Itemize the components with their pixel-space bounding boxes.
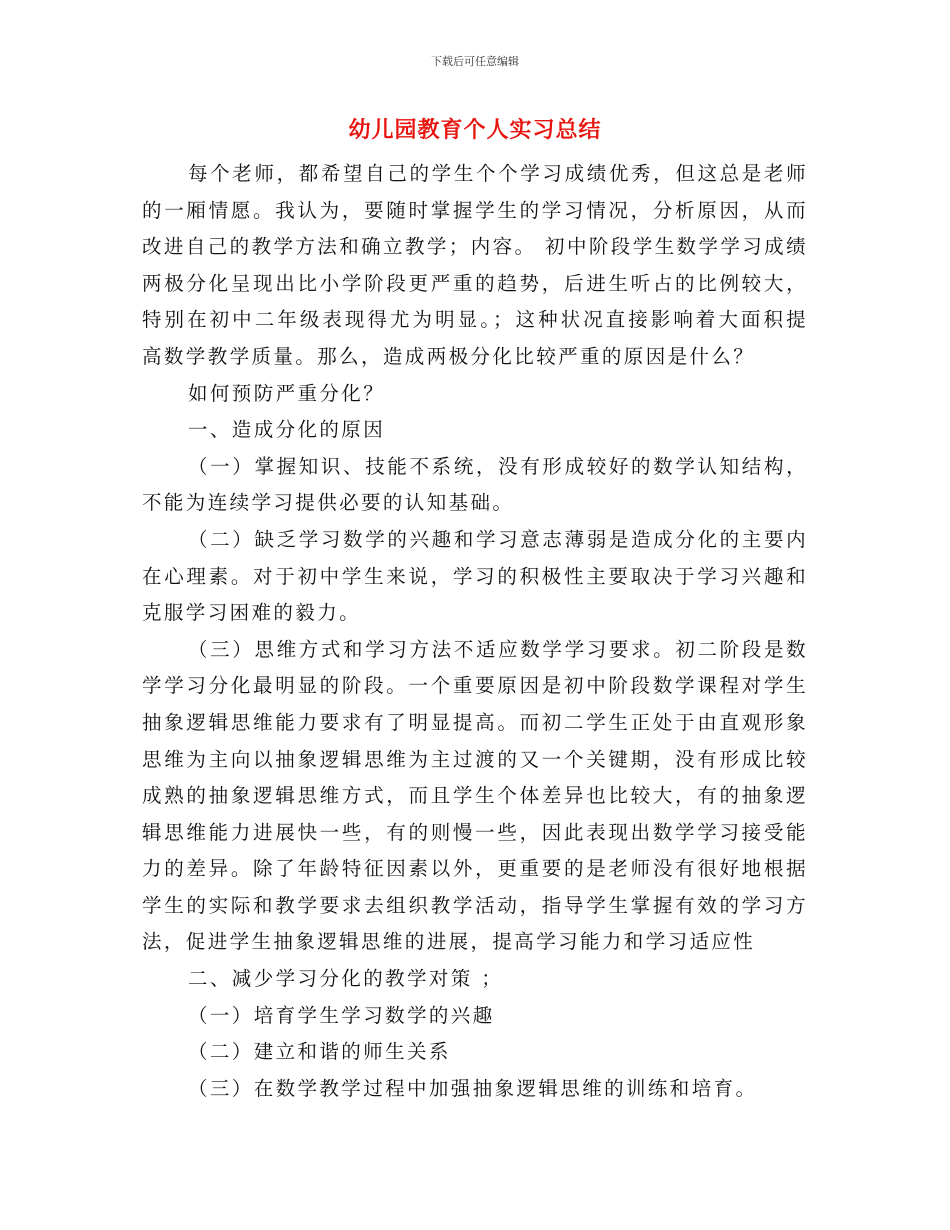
- document-body: [142, 156, 808, 1107]
- paragraph-cause-1: （一）掌握知识、技能不系统，没有形成较好的数学认知结构，不能为连续学习提供必要的认知基础。: [142, 454, 808, 515]
- section-heading-causes: 一、造成分化的原因: [188, 418, 386, 442]
- paragraph-cause-2: （二）缺乏学习数学的兴趣和学习意志薄弱是造成分化的主要内在心理素。对于初中学生来说，学习的积极性主要取决于学习兴趣和克服学习困难的毅力。: [142, 527, 808, 625]
- paragraph-cause-3: （三）思维方式和学习方法不适应数学学习要求。初二阶段是数学学习分化最明显的阶段。一个重要原因是初中阶段数学课程对学生抽象逻辑思维能力要求有了明显提高。而初二学生正处于由直观形象思维为主向以抽象逻辑思维为主过渡的又一个关键期，没有形成比较成熟的抽象逻辑思维方式，而且学生个体差异也比较大，有的抽象逻辑思维能力进展快一些，有的则慢一些，因此表现出数学学习接受能力的差异。除了年龄特征因素以外，更重要的是老师没有很好地根据学生的实际和教学要求去组织教学活动，指导学生掌握有效的学习方法，促进学生抽象逻辑思维的进展，提高学习能力和学习适应性: [142, 637, 808, 954]
- paragraph-intro: 每个老师，都希望自己的学生个个学习成绩优秀，但这总是老师的一厢情愿。我认为，要随时掌握学生的学习情况，分析原因，从而改进自己的教学方法和确立教学；内容。 初中阶段学生数学学习成绩两极分化呈现出比小学阶段更严重的趋势，后进生听占的比例较大，特别在初中二年级表现得尤为明显。；这种状况直接影响着大面积提高数学教学质量。那么，造成两极分化比较严重的原因是什么？: [142, 162, 808, 368]
- paragraph-question: 如何预防严重分化？: [188, 381, 386, 405]
- section-heading-strategies: 二、减少学习分化的教学对策 ；: [188, 967, 504, 991]
- paragraph-strategy-2: （二）建立和谐的师生关系: [188, 1040, 451, 1064]
- paragraph-strategy-3: （三）在数学教学过程中加强抽象逻辑思维的训练和培育。: [188, 1076, 758, 1100]
- document-title: 幼儿园教育个人实习总结: [348, 118, 602, 143]
- header-note: 下载后可任意编辑: [431, 55, 519, 68]
- paragraph-strategy-1: （一）培育学生学习数学的兴趣: [188, 1003, 495, 1027]
